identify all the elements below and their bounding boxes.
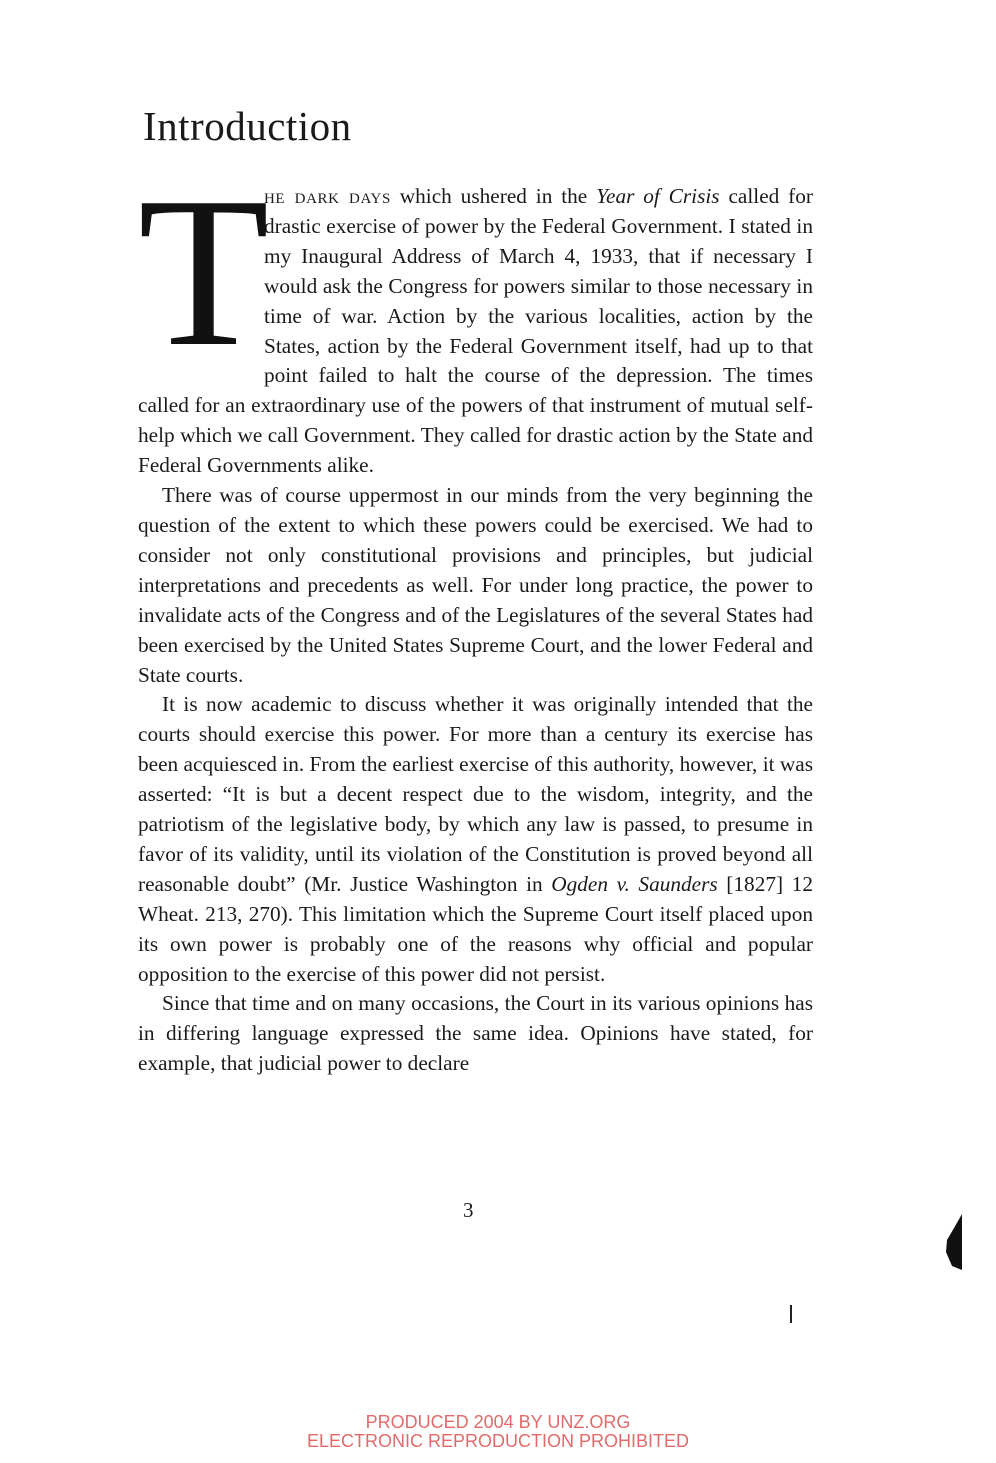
text-run: There was of course uppermost in our minds from the very beginning the question of the extent to which these powers could be exercised. We had to consider not only constitutional provisions and principles, but judicial interpretations and precedents as well. For under long practice, the power to invalidate acts of the Congress and of the Legislatures of the several States had been exercised by the United States Supreme Court, and the lower Federal and State courts. (138, 483, 813, 687)
text-run: called for drastic exercise of power by the Federal Government. I stated in my Inaugural Address of March 4, 1933, that if necessary I would ask the Congress for powers similar to those necessary in time of war. Action by the various localities, action by the States, action by the Federal Government itself, had up to that point failed to halt the course of the depression. The times called for an extraordinary use of the powers of that instrument of mutual self-help which we call Government. They called for drastic action by the State and Federal Governments alike. (138, 184, 814, 478)
text-run: It is now academic to discuss whether it was originally intended that the courts should exercise this power. For more than a century its exercise has been acquiesced in. From the earliest exercise of this authority, however, it was asserted: “It is but a decent respect due to the wisdom, integrity, and the patriotism of the legislative body, by which any law is passed, to presume in favor of its validity, until its violation of the Constitution is proved beyond all reasonable doubt” (Mr. Justice Washington in (138, 692, 813, 896)
margin-tick-mark (790, 1305, 792, 1323)
watermark-line-2: ELECTRONIC REPRODUCTION PROHIBITED (306, 1431, 690, 1451)
watermark (0, 1413, 996, 1451)
page-number: 3 (463, 1198, 474, 1222)
page-edge-mark-icon (944, 1212, 964, 1270)
lead-in-smallcaps: he dark days (264, 184, 391, 208)
text-run: [1827] 12 Wheat. 213, 270). This limitation which the Supreme Court itself placed upon its own power is probably one of the reasons why official and popular opposition to the exercise of this power did not persist. (138, 871, 813, 986)
text-run: Since that time and on many occasions, the Court in its various opinions has in differing language expressed the same idea. Opinions have stated, for example, that judicial power to declare (138, 991, 813, 1076)
paragraph (138, 690, 813, 989)
chapter-title: Introduction (143, 103, 352, 149)
drop-cap-container (138, 152, 270, 391)
drop-cap: T (138, 152, 270, 391)
italic-text: Ogden v. Saunders (551, 871, 718, 896)
paragraph (138, 481, 813, 690)
body-text (138, 152, 814, 1079)
text-run: which ushered in the (390, 184, 597, 208)
italic-text: Year of Crisis (596, 184, 720, 208)
watermark-line-1: PRODUCED 2004 BY UNZ.ORG (365, 1412, 631, 1432)
paragraph (138, 989, 813, 1079)
